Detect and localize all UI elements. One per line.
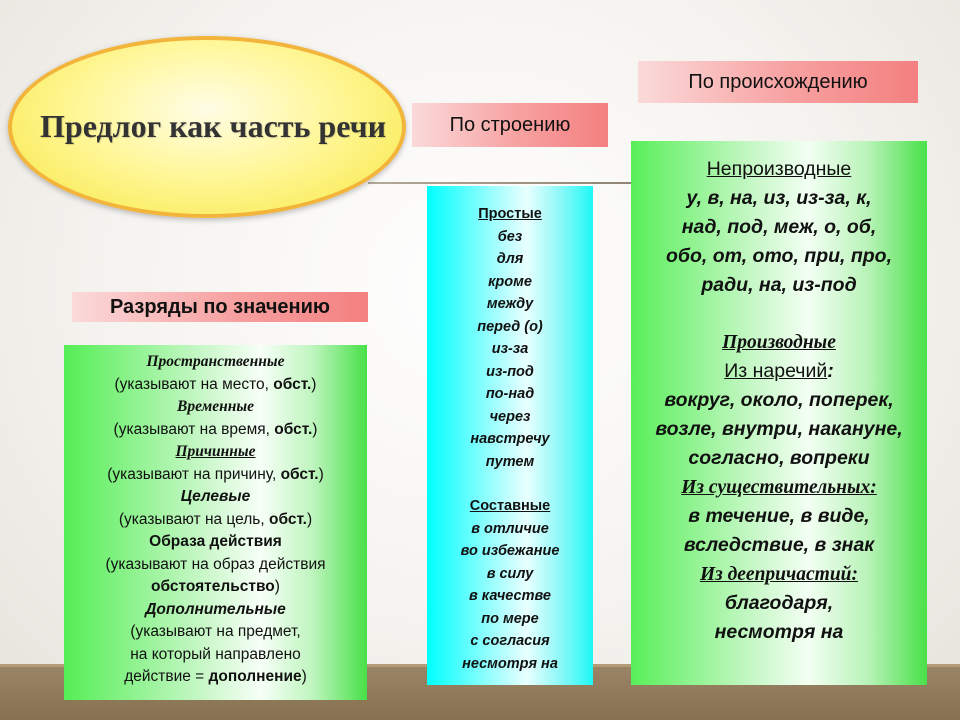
preposition-item: путем — [485, 453, 535, 470]
preposition-item: через — [489, 408, 531, 425]
preposition-item: для — [496, 251, 524, 267]
preposition-line: вокруг, около, поперек, — [664, 389, 894, 411]
from-participles-list — [631, 589, 927, 647]
preposition-item: во избежание — [460, 543, 560, 559]
label-razryady: Разряды по значению — [72, 292, 368, 322]
preposition-line: над, под, меж, о, об, — [681, 216, 877, 238]
category-note: на который направлено — [130, 645, 301, 663]
page-title: Предлог как часть речи — [40, 108, 387, 144]
category-note: (указывают на время, обст.) — [113, 420, 318, 438]
category-name: Временные — [177, 398, 254, 415]
compound-heading: Составные — [469, 498, 551, 514]
preposition-line: обо, от, ото, при, про, — [665, 245, 893, 267]
preposition-item: перед (о) — [477, 318, 543, 335]
origin-panel — [631, 141, 927, 685]
category-name: Образа действия — [149, 533, 282, 550]
category-name: Целевые — [180, 488, 251, 505]
nonderived-list — [631, 184, 927, 300]
preposition-line: благодаря, — [724, 592, 834, 614]
preposition-line: ради, на, из-под — [701, 274, 857, 296]
category-name: Пространственные — [146, 353, 285, 370]
preposition-item: навстречу — [470, 431, 550, 447]
category-note: (указывают на образ действия — [105, 555, 326, 573]
category-note: (указывают на предмет, — [130, 623, 301, 640]
meaning-panel — [64, 345, 367, 700]
compound-list — [427, 518, 593, 676]
preposition-item: в качестве — [469, 588, 551, 604]
preposition-item: без — [497, 228, 523, 245]
category-note: (указывают на цель, обст.) — [118, 510, 313, 528]
preposition-item: кроме — [488, 273, 532, 290]
preposition-line: вследствие, в знак — [683, 534, 875, 556]
nonderived-heading: Непроизводные — [706, 158, 852, 180]
from-adverbs-heading: Из наречий: — [724, 360, 834, 382]
preposition-line: у, в, на, из, из-за, к, — [686, 187, 872, 209]
preposition-line: несмотря на — [714, 621, 844, 643]
connector-line — [368, 182, 638, 184]
preposition-item: в силу — [486, 565, 534, 582]
label-proiskhozhdenie: По происхождению — [638, 61, 918, 103]
preposition-item: из-под — [486, 363, 534, 380]
from-adverbs-list — [631, 386, 927, 473]
category-note: действие = дополнение) — [124, 668, 307, 685]
preposition-line: возле, внутри, накануне, — [655, 418, 903, 440]
preposition-line: в течение, в виде, — [688, 505, 870, 527]
from-nouns-heading: Из существительных: — [681, 477, 877, 498]
category-note: (указывают на место, обст.) — [114, 375, 317, 393]
simple-list — [427, 226, 593, 474]
category-note: обстоятельство) — [151, 578, 280, 595]
preposition-item: по мере — [481, 610, 539, 627]
simple-heading: Простые — [478, 206, 542, 222]
preposition-item: в отличие — [471, 520, 549, 537]
category-name: Дополнительные — [145, 600, 286, 618]
label-stroenie: По строению — [412, 103, 608, 147]
from-participles-heading: Из деепричастий: — [699, 564, 859, 585]
preposition-line: согласно, вопреки — [688, 447, 870, 469]
structure-panel — [427, 186, 593, 685]
category-name: Причинные — [175, 443, 256, 460]
preposition-item: из-за — [491, 341, 529, 357]
preposition-item: по-над — [485, 386, 535, 402]
preposition-item: с согласия — [470, 633, 550, 649]
preposition-item: между — [486, 296, 534, 312]
category-note: (указывают на причину, обст.) — [107, 465, 324, 483]
from-nouns-list — [631, 502, 927, 560]
derived-heading: Производные — [722, 332, 836, 353]
preposition-item: несмотря на — [462, 655, 558, 672]
